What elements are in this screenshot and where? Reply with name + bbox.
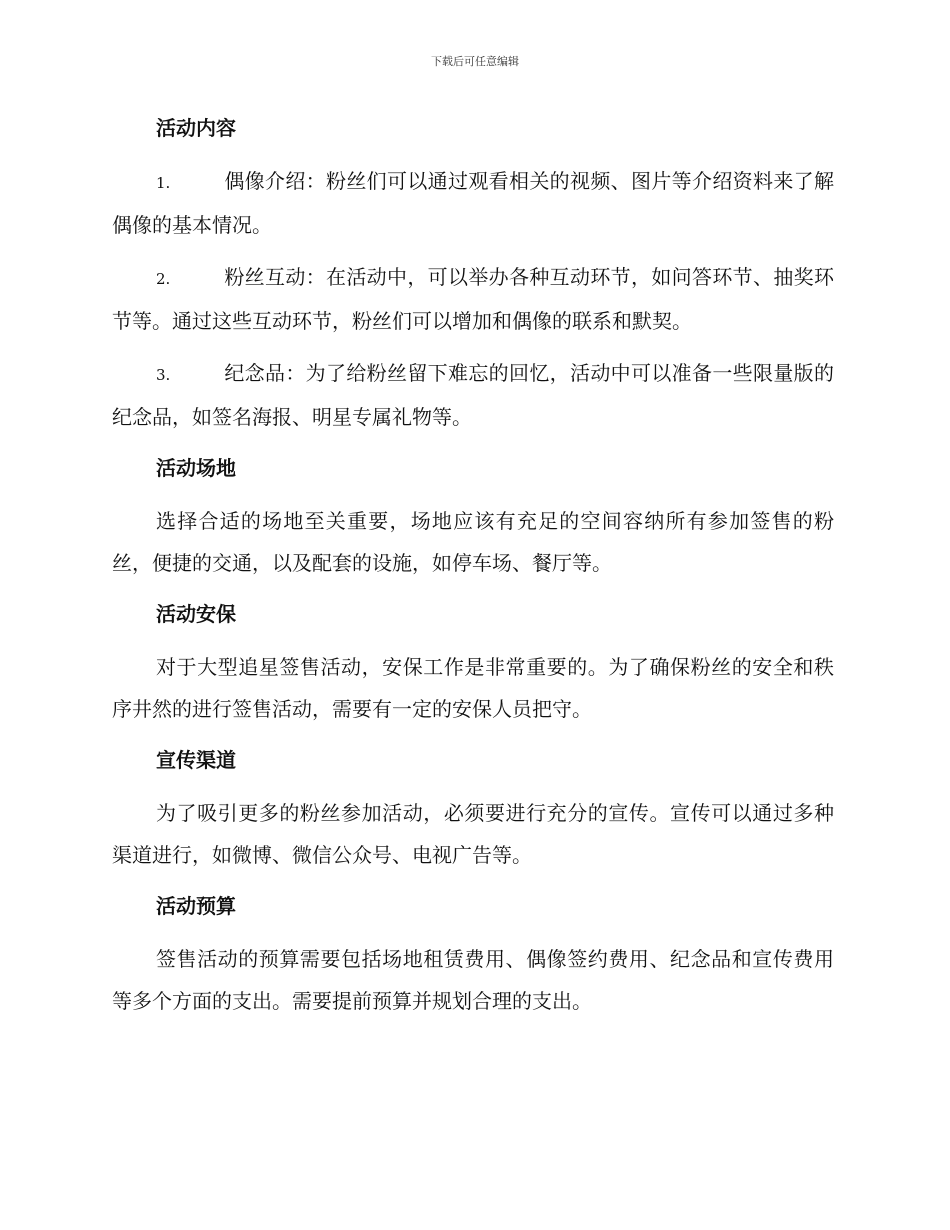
page-header: 下载后可任意编辑 bbox=[431, 55, 519, 68]
paragraph-promotion: 为了吸引更多的粉丝参加活动，必须要进行充分的宣传。宣传可以通过多种渠道进行，如微博、微信公众号、电视广告等。 bbox=[112, 801, 834, 867]
section-heading-promotion: 宣传渠道 bbox=[156, 748, 236, 772]
list-item bbox=[112, 352, 834, 438]
document-body bbox=[112, 108, 834, 1032]
list-item-number: 1. bbox=[156, 174, 171, 192]
list-item bbox=[112, 256, 834, 342]
paragraph-venue: 选择合适的场地至关重要，场地应该有充足的空间容纳所有参加签售的粉丝，便捷的交通，以及配套的设施，如停车场、餐厅等。 bbox=[112, 509, 834, 575]
section-heading-budget: 活动预算 bbox=[156, 894, 236, 918]
list-item bbox=[112, 160, 834, 246]
list-item-text: 粉丝互动：在活动中，可以举办各种互动环节，如问答环节、抽奖环节等。通过这些互动环节，粉丝们可以增加和偶像的联系和默契。 bbox=[112, 265, 834, 333]
paragraph-budget: 签售活动的预算需要包括场地租赁费用、偶像签约费用、纪念品和宣传费用等多个方面的支出。需要提前预算并规划合理的支出。 bbox=[112, 947, 834, 1013]
section-heading-security: 活动安保 bbox=[156, 602, 236, 626]
section-heading-venue: 活动场地 bbox=[156, 456, 236, 480]
list-item-number: 3. bbox=[156, 366, 171, 384]
list-item-number: 2. bbox=[156, 270, 171, 288]
section-heading-activity-content: 活动内容 bbox=[156, 116, 236, 140]
list-item-text: 纪念品：为了给粉丝留下难忘的回忆，活动中可以准备一些限量版的纪念品，如签名海报、明星专属礼物等。 bbox=[112, 361, 834, 429]
list-item-text: 偶像介绍：粉丝们可以通过观看相关的视频、图片等介绍资料来了解偶像的基本情况。 bbox=[112, 169, 834, 237]
paragraph-security: 对于大型追星签售活动，安保工作是非常重要的。为了确保粉丝的安全和秩序井然的进行签售活动，需要有一定的安保人员把守。 bbox=[112, 655, 834, 721]
